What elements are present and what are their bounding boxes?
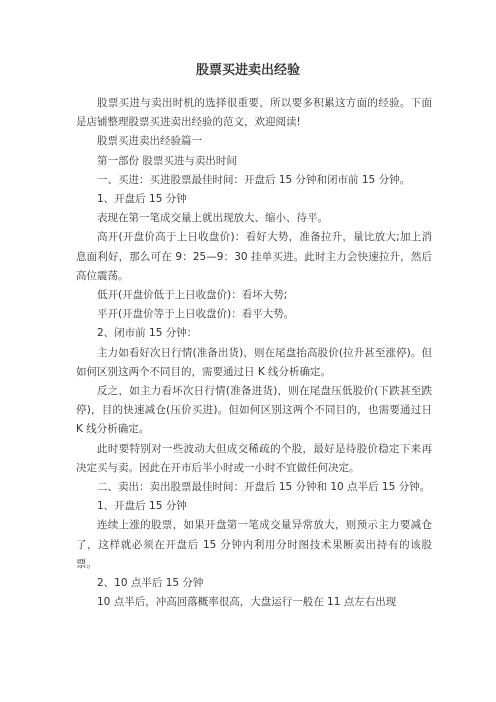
paragraph: 2、10 点半后 15 分钟 — [97, 577, 204, 590]
paragraph: 2、闭市前 15 分钟： — [97, 327, 198, 340]
paragraph: 10 点半后，冲高回落概率很高，大盘运行一般在 11 点左右出现 — [97, 596, 397, 609]
paragraph: 连续上涨的股票，如果开盘第一笔成交量异常放大，则预示主力要减仓了，这样就必须在开盘后 15 分钟内利用分时图技术果断卖出持有的该股票。 — [76, 519, 432, 570]
paragraph: 此时要特别对一些波动大但成交稀疏的个股，最好是待股价稳定下来再决定买与卖。因此在开市后半小时或一小时不宜做任何决定。 — [76, 442, 432, 474]
paragraph: 表现在第一笔成交量上就出现放大、缩小、待平。 — [97, 212, 328, 225]
paragraph: 平开(开盘价等于上日收盘价)：看平大势。 — [97, 308, 295, 321]
paragraph: 一、买进：买进股票最佳时间：开盘后 15 分钟和闭市前 15 分钟。 — [97, 173, 411, 186]
paragraph: 股票买进与卖出时机的选择很重要，所以要多积累这方面的经验。下面是店铺整理股票买进卖出经验的范文，欢迎阅读! — [76, 97, 432, 129]
paragraph: 1、开盘后 15 分钟 — [97, 500, 187, 513]
paragraph: 主力如看好次日行情(准备出货)，则在尾盘抬高股价(拉升甚至涨停)。但如何区别这两个不同目的，需要通过日 K 线分析确定。 — [76, 346, 432, 378]
paragraph: 反之，如主力看坏次日行情(准备进货)，则在尾盘压低股价(下跌甚至跌停)，目的快速减仓(压价买进)。但如何区别这两个不同目的，也需要通过日 K 线分析确定。 — [76, 385, 432, 436]
paragraph: 二、卖出：卖出股票最佳时间：开盘后 15 分钟和 10 点半后 15 分钟。 — [97, 481, 431, 494]
paragraph: 高开(开盘价高于上日收盘价)：看好大势，准备拉升，量比放大;加上消息面利好，那么可在 9：25—9：30 挂单买进。此时主力会快速拉升，然后高位震荡。 — [76, 231, 432, 282]
paragraph: 第一部份 股票买进与卖出时间 — [97, 154, 237, 167]
paragraph: 股票买进卖出经验篇一 — [97, 135, 202, 148]
document-title: 股票买进卖出经验 — [195, 63, 300, 78]
paragraph: 1、开盘后 15 分钟 — [97, 193, 187, 206]
document-body — [76, 94, 432, 612]
paragraph: 低开(开盘价低于上日收盘价)：看坏大势; — [97, 289, 288, 302]
